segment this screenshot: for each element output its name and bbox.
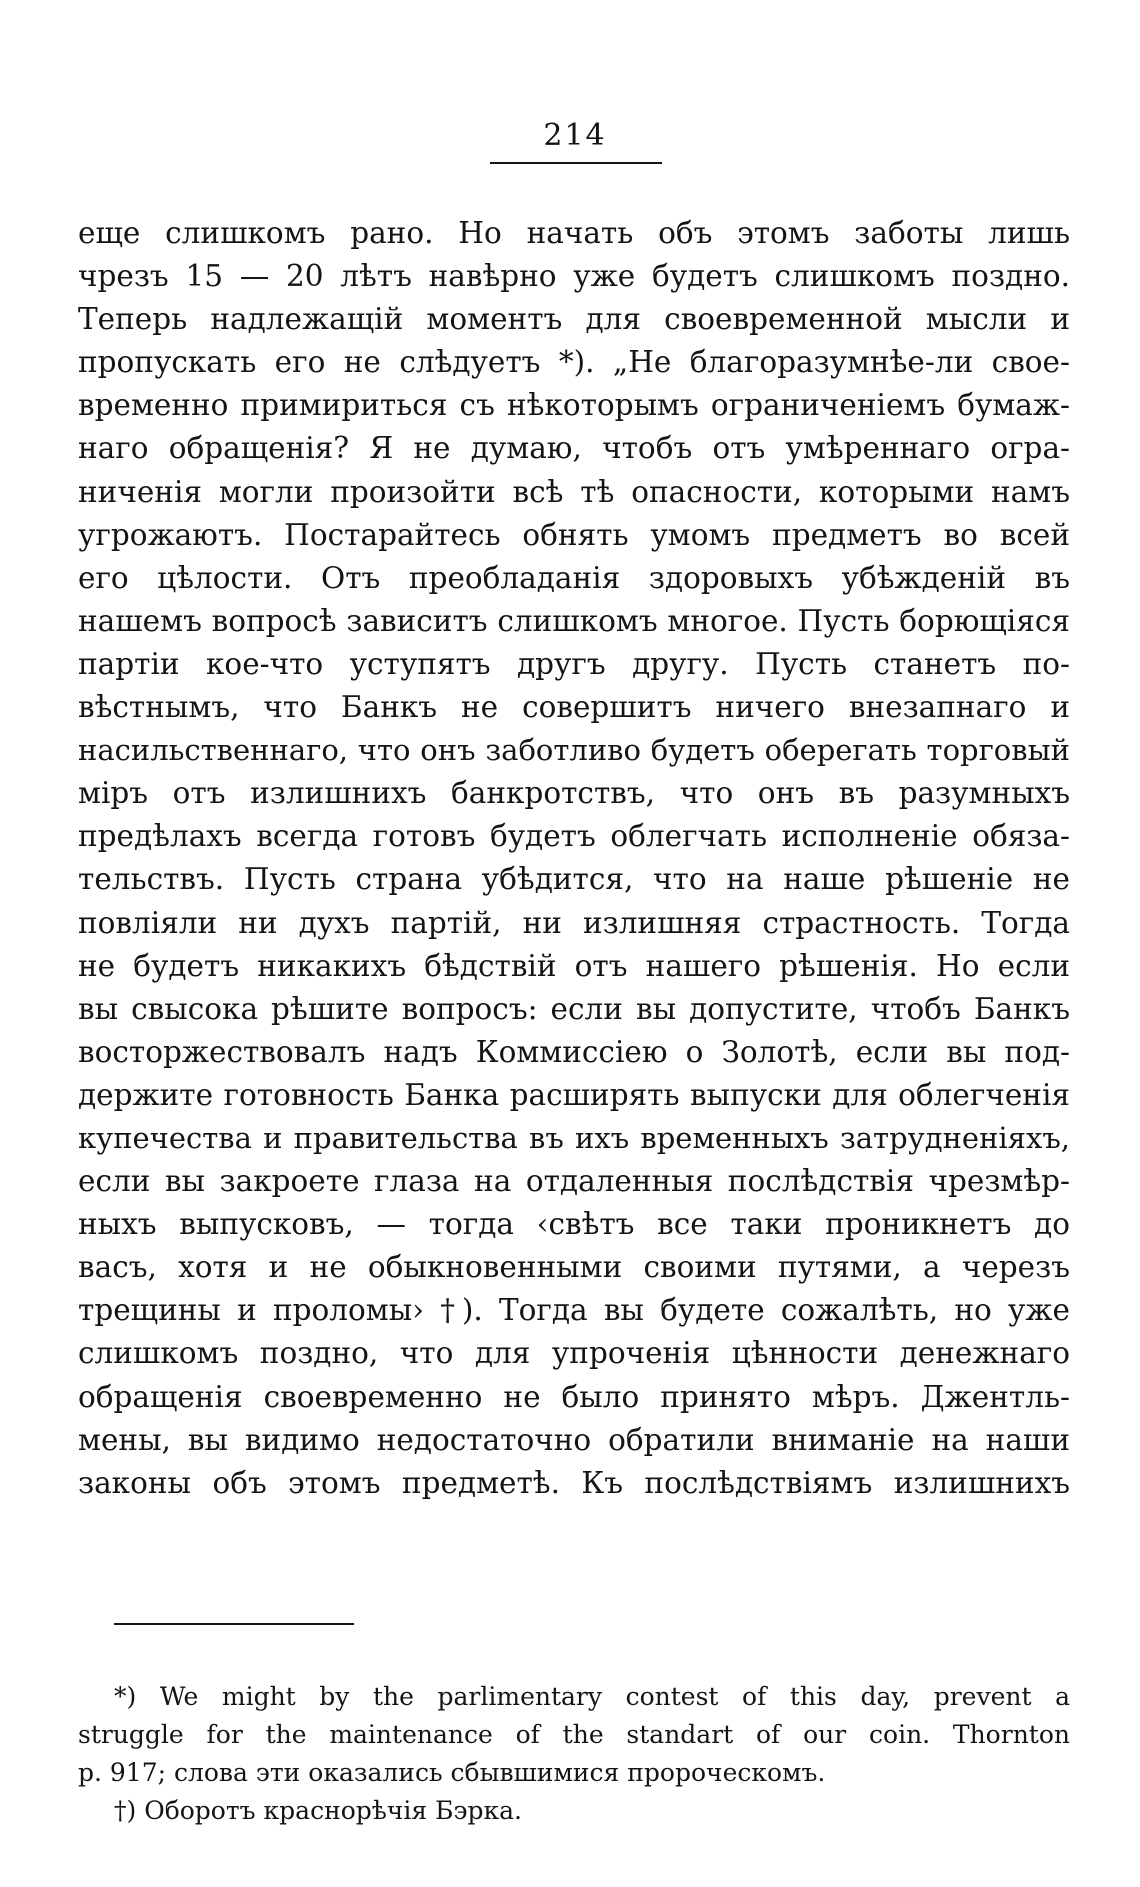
body-line: повліяли ни духъ партій, ни излишняя страстность. Тогда: [78, 905, 1070, 940]
body-line: партіи кое-что уступятъ другъ другу. Пусть станетъ по-: [78, 646, 1070, 681]
body-line: міръ отъ излишнихъ банкротствъ, что онъ въ разумныхъ: [78, 776, 1070, 811]
body-line: еще слишкомъ рано. Но начать объ этомъ заботы лишь: [78, 216, 1070, 250]
page-number: 214: [543, 118, 607, 153]
body-line: вѣстнымъ, что Банкъ не совершитъ ничего внезапнаго и: [78, 690, 1070, 725]
body-line: насильственнаго, что онъ заботливо будетъ оберегать торговый: [78, 733, 1070, 768]
body-line: васъ, хотя и не обыкновенными своими путями, а черезъ: [78, 1250, 1070, 1285]
body-line: Теперь надлежащій моментъ для своевременной мысли и: [78, 302, 1070, 337]
body-line: пропускать его не слѣдуетъ *). „Не благоразумнѣе-ли свое-: [78, 345, 1070, 380]
body-line: мены, вы видимо недостаточно обратили вниманіе на наши: [78, 1422, 1070, 1457]
body-line: держите готовность Банка расширять выпуски для облегченія: [78, 1077, 1070, 1112]
body-line: чрезъ 15 — 20 лѣтъ навѣрно уже будетъ слишкомъ поздно.: [78, 259, 1070, 294]
footnote-star-line: struggle for the maintenance of the standart of our coin. Thornton: [78, 1720, 1070, 1749]
body-line: ниченія могли произойти всѣ тѣ опасности, которыми намъ: [78, 474, 1070, 509]
body-line: нашемъ вопросѣ зависитъ слишкомъ многое. Пусть борющіяся: [78, 603, 1070, 638]
footnote-star-line: p. 917; слова эти оказались сбывшимися пророческомъ.: [78, 1758, 826, 1787]
footnotes: [78, 1678, 1070, 1830]
body-line: предѣлахъ всегда готовъ будетъ облегчать исполненіе обяза-: [78, 819, 1070, 854]
body-line: ныхъ выпусковъ, — тогда ‹свѣтъ все таки проникнетъ до: [78, 1207, 1070, 1242]
body-line: купечества и правительства въ ихъ временныхъ затрудненіяхъ,: [78, 1120, 1070, 1155]
body-line: законы объ этомъ предметѣ. Къ послѣдствіямъ излишнихъ: [78, 1465, 1070, 1500]
body-line: обращенія своевременно не было принято мѣръ. Джентль-: [78, 1379, 1070, 1414]
body-line: восторжествовалъ надъ Коммиссіею о Золотѣ, если вы под-: [78, 1034, 1070, 1069]
footnote-dagger: †) Оборотъ краснорѣчія Бэрка.: [114, 1796, 522, 1825]
body-line: временно примириться съ нѣкоторымъ ограниченіемъ бумаж-: [78, 388, 1070, 423]
body-line: тельствъ. Пусть страна убѣдится, что на наше рѣшеніе не: [78, 862, 1070, 897]
body-line: вы свысока рѣшите вопросъ: если вы допустите, чтобъ Банкъ: [78, 991, 1070, 1026]
body-line: слишкомъ поздно, что для упроченія цѣнности денежнаго: [78, 1336, 1070, 1371]
body-line: угрожаютъ. Постарайтесь обнять умомъ предметъ во всей: [78, 517, 1070, 552]
body-text: [78, 212, 1070, 1505]
body-line: наго обращенія? Я не думаю, чтобъ отъ умѣреннаго огра-: [78, 431, 1070, 466]
body-line: трещины и проломы› †). Тогда вы будете сожалѣть, но уже: [78, 1293, 1070, 1328]
footnote-star-line: *) We might by the parlimentary contest of this day, prevent a: [114, 1682, 1070, 1711]
body-line: если вы закроете глаза на отдаленныя послѣдствія чрезмѣр-: [78, 1164, 1070, 1199]
footnote-rule: [114, 1623, 354, 1625]
body-line: его цѣлости. Отъ преобладанія здоровыхъ убѣжденій въ: [78, 560, 1070, 595]
page-number-rule: [490, 162, 662, 164]
body-line: не будетъ никакихъ бѣдствій отъ нашего рѣшенія. Но если: [78, 948, 1070, 983]
